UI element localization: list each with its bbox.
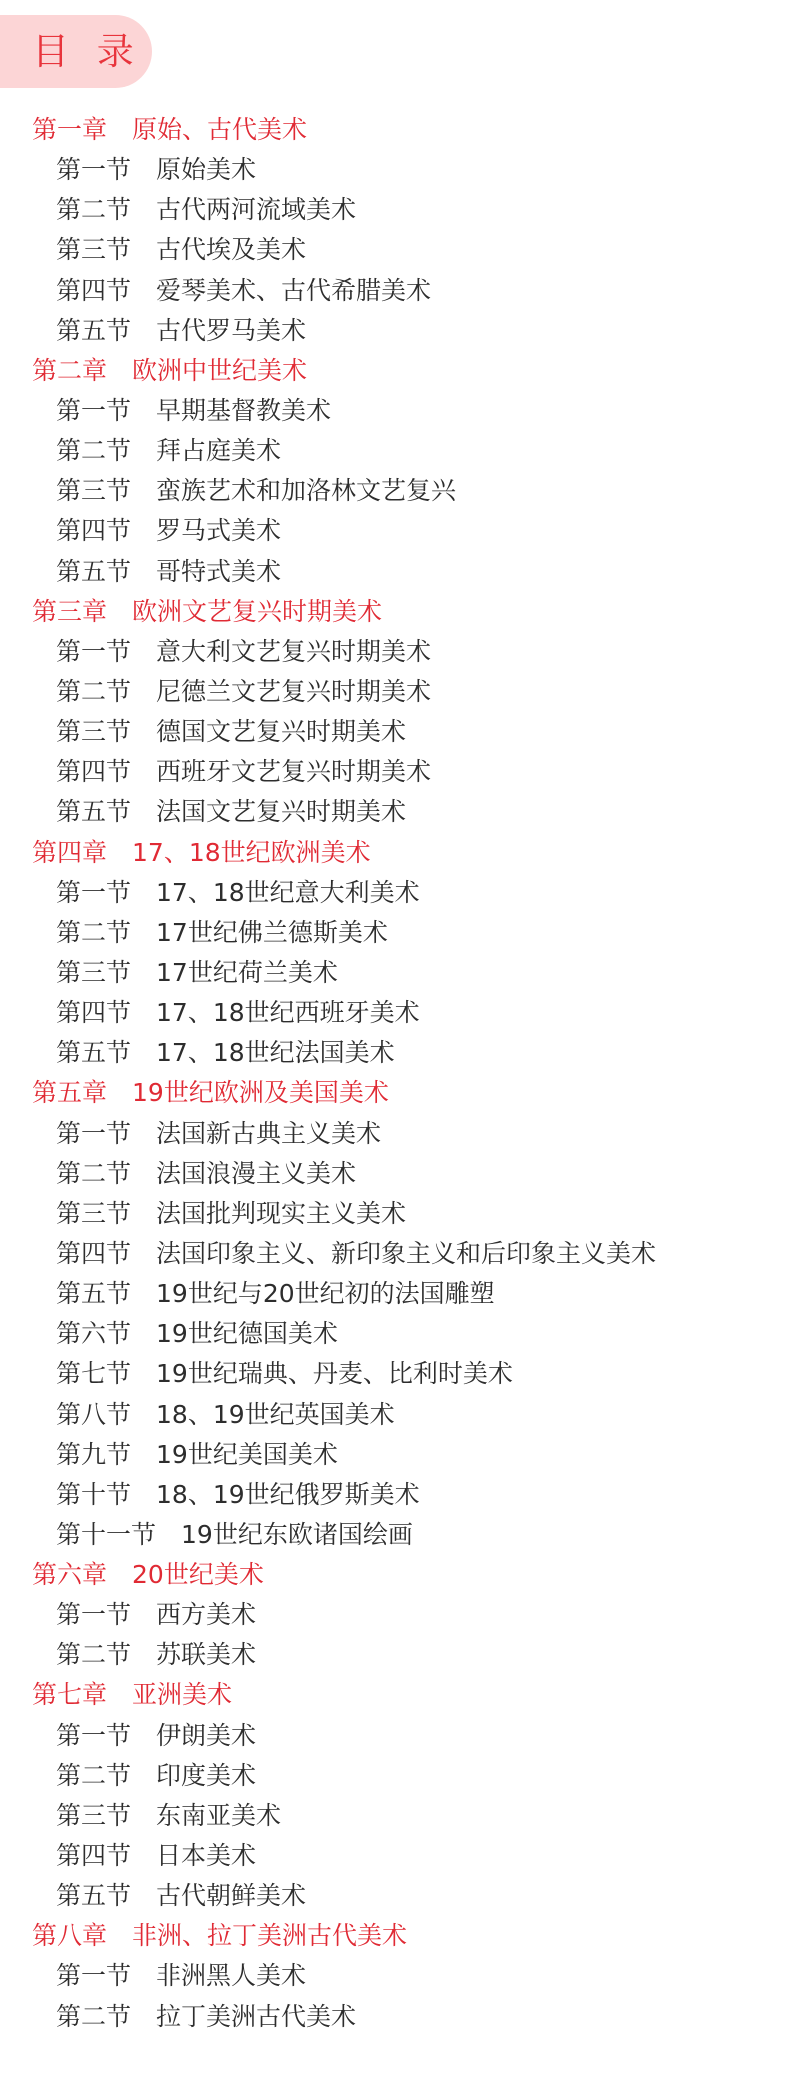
toc-section-entry	[0, 1395, 790, 1435]
toc-section-entry	[0, 150, 790, 190]
section-title: 古代两河流域美术	[156, 195, 357, 225]
section-title: 19世纪德国美术	[156, 1319, 338, 1349]
section-number: 第一节	[56, 155, 132, 185]
section-title: 17、18世纪西班牙美术	[156, 998, 420, 1028]
toc-section-entry	[0, 1756, 790, 1796]
toc-section-entry	[0, 1836, 790, 1876]
section-number: 第一节	[56, 1118, 132, 1148]
section-number: 第十节	[56, 1479, 132, 1509]
toc-section-entry	[0, 431, 790, 471]
section-number: 第四节	[56, 275, 132, 305]
toc-section-entry	[0, 1314, 790, 1354]
section-title: 意大利文艺复兴时期美术	[156, 636, 432, 666]
section-title: 原始美术	[156, 155, 257, 185]
toc-section-entry	[0, 953, 790, 993]
section-title: 17、18世纪法国美术	[156, 1038, 395, 1068]
section-number: 第二节	[56, 195, 132, 225]
section-title: 苏联美术	[156, 1640, 257, 1670]
section-title: 19世纪东欧诸国绘画	[181, 1519, 413, 1549]
section-title: 东南亚美术	[156, 1800, 282, 1830]
section-title: 法国新古典主义美术	[156, 1118, 382, 1148]
toc-section-entry	[0, 913, 790, 953]
chapter-number: 第八章	[32, 1921, 108, 1951]
chapter-title: 17、18世纪欧洲美术	[132, 837, 371, 867]
section-title: 拉丁美洲古代美术	[156, 2001, 357, 2031]
toc-section-entry	[0, 1595, 790, 1635]
section-title: 19世纪与20世纪初的法国雕塑	[156, 1279, 495, 1309]
toc-section-entry	[0, 1354, 790, 1394]
section-title: 德国文艺复兴时期美术	[156, 717, 407, 747]
section-number: 第五节	[56, 1881, 132, 1911]
section-title: 拜占庭美术	[156, 436, 282, 466]
toc-section-entry	[0, 1515, 790, 1555]
toc-section-entry	[0, 511, 790, 551]
chapter-number: 第六章	[32, 1560, 108, 1590]
section-number: 第六节	[56, 1319, 132, 1349]
toc-section-entry	[0, 1475, 790, 1515]
toc-section-entry	[0, 672, 790, 712]
section-number: 第五节	[56, 556, 132, 586]
toc-chapter-entry	[0, 592, 790, 632]
section-number: 第三节	[56, 1800, 132, 1830]
section-title: 17世纪佛兰德斯美术	[156, 917, 388, 947]
section-number: 第三节	[56, 957, 132, 987]
section-number: 第四节	[56, 516, 132, 546]
section-number: 第五节	[56, 315, 132, 345]
section-number: 第七节	[56, 1359, 132, 1389]
toc-section-entry	[0, 993, 790, 1033]
toc-section-entry	[0, 792, 790, 832]
section-title: 西班牙文艺复兴时期美术	[156, 757, 432, 787]
section-title: 印度美术	[156, 1760, 257, 1790]
toc-section-entry	[0, 311, 790, 351]
toc-section-entry	[0, 1716, 790, 1756]
chapter-title: 20世纪美术	[132, 1560, 264, 1590]
section-title: 18、19世纪英国美术	[156, 1399, 395, 1429]
section-title: 伊朗美术	[156, 1720, 257, 1750]
section-title: 法国印象主义、新印象主义和后印象主义美术	[156, 1238, 657, 1268]
section-number: 第二节	[56, 1640, 132, 1670]
section-number: 第二节	[56, 436, 132, 466]
toc-chapter-entry	[0, 833, 790, 873]
toc-section-entry	[0, 712, 790, 752]
section-title: 西方美术	[156, 1600, 257, 1630]
table-of-contents	[0, 110, 790, 2037]
section-number: 第一节	[56, 877, 132, 907]
section-title: 法国批判现实主义美术	[156, 1198, 407, 1228]
toc-chapter-entry	[0, 351, 790, 391]
toc-section-entry	[0, 1876, 790, 1916]
section-number: 第二节	[56, 676, 132, 706]
section-title: 蛮族艺术和加洛林文艺复兴	[156, 476, 457, 506]
chapter-number: 第一章	[32, 115, 108, 144]
section-number: 第二节	[56, 1158, 132, 1188]
section-number: 第一节	[56, 1961, 132, 1991]
toc-section-entry	[0, 1635, 790, 1675]
chapter-number: 第二章	[32, 355, 108, 385]
toc-section-entry	[0, 1033, 790, 1073]
section-number: 第四节	[56, 998, 132, 1028]
section-number: 第一节	[56, 636, 132, 666]
section-number: 第三节	[56, 235, 132, 265]
section-number: 第四节	[56, 1841, 132, 1871]
toc-chapter-entry	[0, 1916, 790, 1956]
section-number: 第三节	[56, 717, 132, 747]
toc-section-entry	[0, 752, 790, 792]
section-title: 19世纪美国美术	[156, 1439, 338, 1469]
toc-section-entry	[0, 230, 790, 270]
section-number: 第四节	[56, 757, 132, 787]
toc-chapter-entry	[0, 1675, 790, 1715]
toc-chapter-entry	[0, 1555, 790, 1595]
toc-chapter-entry	[0, 1073, 790, 1113]
section-title: 古代朝鲜美术	[156, 1881, 307, 1911]
section-number: 第一节	[56, 1600, 132, 1630]
toc-section-entry	[0, 1997, 790, 2037]
section-number: 第八节	[56, 1399, 132, 1429]
section-title: 19世纪瑞典、丹麦、比利时美术	[156, 1359, 513, 1389]
toc-section-entry	[0, 1194, 790, 1234]
chapter-number: 第五章	[32, 1078, 108, 1108]
section-number: 第二节	[56, 2001, 132, 2031]
section-number: 第一节	[56, 1720, 132, 1750]
section-title: 法国文艺复兴时期美术	[156, 797, 407, 827]
section-title: 尼德兰文艺复兴时期美术	[156, 676, 432, 706]
section-title: 日本美术	[156, 1841, 257, 1871]
chapter-title: 19世纪欧洲及美国美术	[132, 1078, 389, 1108]
section-title: 哥特式美术	[156, 556, 282, 586]
section-title: 17、18世纪意大利美术	[156, 877, 420, 907]
toc-section-entry	[0, 391, 790, 431]
section-title: 古代罗马美术	[156, 315, 307, 345]
toc-section-entry	[0, 1154, 790, 1194]
section-title: 17世纪荷兰美术	[156, 957, 338, 987]
toc-section-entry	[0, 271, 790, 311]
toc-section-entry	[0, 471, 790, 511]
section-title: 古代埃及美术	[156, 235, 307, 265]
section-title: 早期基督教美术	[156, 395, 332, 425]
section-number: 第四节	[56, 1238, 132, 1268]
toc-section-entry	[0, 1114, 790, 1154]
section-title: 非洲黑人美术	[156, 1961, 307, 1991]
toc-section-entry	[0, 190, 790, 230]
toc-chapter-entry	[0, 110, 790, 150]
section-number: 第五节	[56, 1038, 132, 1068]
toc-section-entry	[0, 1435, 790, 1475]
section-number: 第十一节	[56, 1519, 157, 1549]
section-title: 罗马式美术	[156, 516, 282, 546]
chapter-title: 欧洲文艺复兴时期美术	[132, 596, 383, 626]
toc-section-entry	[0, 1796, 790, 1836]
toc-section-entry	[0, 873, 790, 913]
toc-section-entry	[0, 632, 790, 672]
toc-section-entry	[0, 1234, 790, 1274]
section-number: 第三节	[56, 476, 132, 506]
chapter-number: 第七章	[32, 1680, 108, 1710]
chapter-title: 原始、古代美术	[132, 115, 308, 144]
section-number: 第五节	[56, 1279, 132, 1309]
chapter-title: 非洲、拉丁美洲古代美术	[132, 1921, 408, 1951]
toc-section-entry	[0, 552, 790, 592]
section-number: 第一节	[56, 395, 132, 425]
section-number: 第三节	[56, 1198, 132, 1228]
section-title: 爱琴美术、古代希腊美术	[156, 275, 432, 305]
section-number: 第五节	[56, 797, 132, 827]
toc-title: 目 录	[32, 30, 142, 73]
toc-section-entry	[0, 1274, 790, 1314]
chapter-title: 欧洲中世纪美术	[132, 355, 308, 385]
toc-section-entry	[0, 1956, 790, 1996]
section-number: 第九节	[56, 1439, 132, 1469]
section-number: 第二节	[56, 917, 132, 947]
chapter-title: 亚洲美术	[132, 1680, 233, 1710]
section-number: 第二节	[56, 1760, 132, 1790]
chapter-number: 第四章	[32, 837, 108, 867]
section-title: 18、19世纪俄罗斯美术	[156, 1479, 420, 1509]
section-title: 法国浪漫主义美术	[156, 1158, 357, 1188]
chapter-number: 第三章	[32, 596, 108, 626]
